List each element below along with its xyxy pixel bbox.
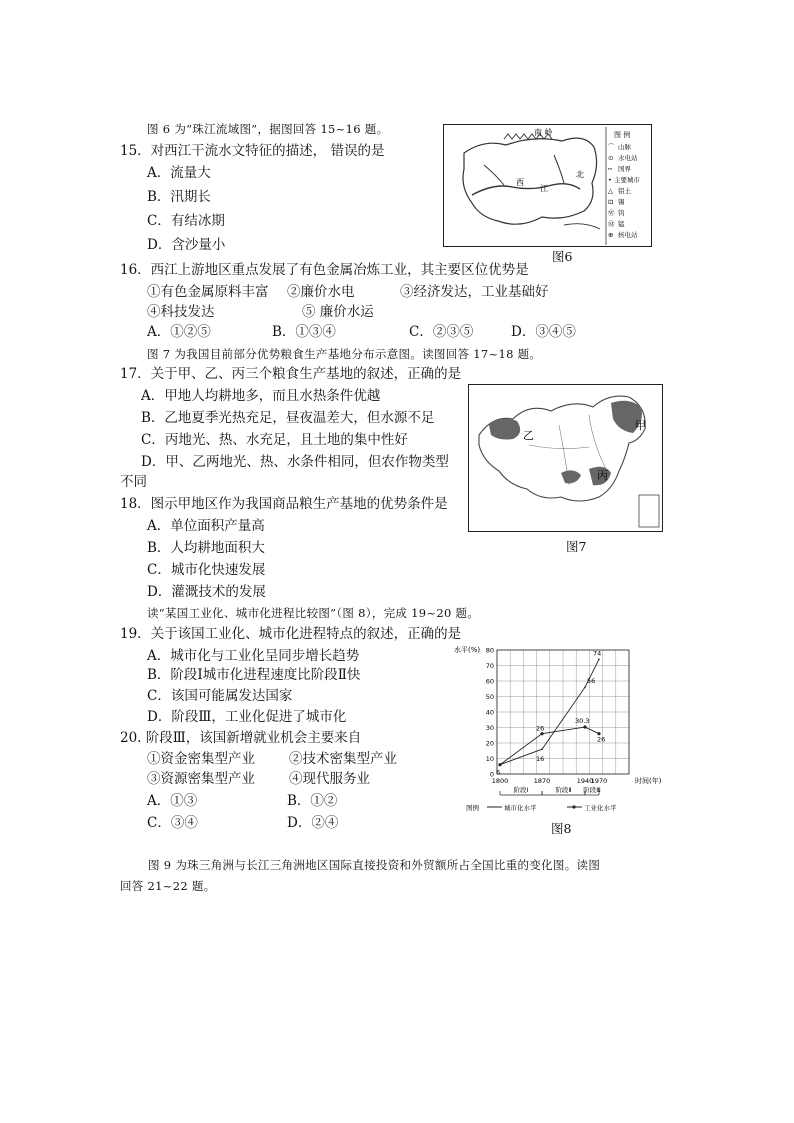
intro-figure9-line2: 回答 21~22 题。 xyxy=(120,879,216,893)
q18-option-b: B．人均耕地面积大 xyxy=(147,540,265,556)
q15-option-b: B．汛期长 xyxy=(147,189,211,205)
chart-grid xyxy=(497,650,629,774)
q17-option-d: D．甲、乙两地光、热、水条件相同，但农作物类型 xyxy=(141,454,449,470)
q16-item-3: ③经济发达，工业基础好 xyxy=(400,284,549,300)
label-bing: 丙 xyxy=(597,469,608,482)
legend-item: 主要城市 xyxy=(614,176,640,184)
figure-7-caption: 图7 xyxy=(566,539,587,554)
intro-figure7: 图 7 为我国目前部分优势粮食生产基地分布示意图。读图回答 17~18 题。 xyxy=(147,347,542,361)
q19-option-a: A．城市化与工业化呈同步增长趋势 xyxy=(147,648,360,664)
legend-item: 锡 xyxy=(618,198,625,206)
x-tick-label: 1970 xyxy=(590,777,608,785)
y-axis-label: 水平(%) xyxy=(454,646,481,654)
legend-item: 铝土 xyxy=(618,187,631,195)
x-axis-label: 时间(年) xyxy=(635,777,662,785)
legend-item: 核电站 xyxy=(618,231,638,239)
question-16-stem: 16．西江上游地区重点发展了有色金属冶炼工业，其主要区位优势是 xyxy=(120,262,529,278)
q20-item-1: ①资金密集型产业 xyxy=(147,751,255,767)
y-tick-label: 70 xyxy=(485,662,494,670)
y-tick-label: 20 xyxy=(485,739,494,748)
data-label: 30.3 xyxy=(575,717,590,726)
chart-axes xyxy=(486,647,629,796)
q20-option-c: C．③④ xyxy=(147,815,198,831)
question-18-stem: 18．图示甲地区作为我国商品粮生产基地的优势条件是 xyxy=(120,496,448,512)
y-tick-label: 10 xyxy=(485,755,494,763)
q20-option-d: D．②④ xyxy=(287,815,339,831)
industrialization-point xyxy=(498,763,501,766)
q16-item-5: ⑤ 廉价水运 xyxy=(302,304,374,320)
legend-icon: ┅ xyxy=(608,165,612,173)
data-label: 74 xyxy=(593,649,602,658)
label-jia: 甲 xyxy=(635,419,646,432)
chart-series xyxy=(496,649,605,776)
map-label-mountain: 南 岭 xyxy=(534,128,553,137)
stage-label: 阶段Ⅲ xyxy=(583,786,601,794)
q15-option-d: D．含沙量小 xyxy=(147,237,226,253)
label-yi: 乙 xyxy=(523,429,534,442)
legend-urban: 城市化水平 xyxy=(504,804,537,812)
legend-item: 水电站 xyxy=(618,154,638,162)
y-tick-label: 40 xyxy=(485,708,494,717)
y-tick-label: 50 xyxy=(485,693,494,701)
data-label: 26 xyxy=(597,735,606,744)
legend-icon: ⊡ xyxy=(608,198,614,206)
legend-title: 图 例 xyxy=(614,131,631,139)
legend-prefix: 图例 xyxy=(466,804,479,812)
y-tick-label: 0 xyxy=(489,770,494,779)
q19-option-c: C．该国可能属发达国家 xyxy=(147,688,293,704)
legend-marker-industrial xyxy=(572,805,575,808)
map-label-north: 北 xyxy=(576,170,584,179)
q16-item-2: ②廉价水电 xyxy=(287,284,355,300)
legend-icon: ⊕ xyxy=(608,231,614,239)
q18-option-a: A．单位面积产量高 xyxy=(147,518,265,534)
question-20-stem: 20. 阶段Ⅲ，该国新增就业机会主要来自 xyxy=(120,730,362,746)
q16-option-d: D．③④⑤ xyxy=(511,324,576,340)
q16-option-c: C．②③⑤ xyxy=(409,324,474,340)
tributary-north xyxy=(554,155,564,183)
urbanization-point xyxy=(584,686,586,688)
q15-option-a: A．流量大 xyxy=(147,165,211,181)
q17-option-b: B．乙地夏季光热充足，昼夜温差大，但水源不足 xyxy=(141,410,435,426)
x-tick-label: 1870 xyxy=(533,777,551,785)
basin-outline xyxy=(463,138,597,224)
figure-6-caption: 图6 xyxy=(552,249,573,264)
legend-icon: △ xyxy=(608,187,613,195)
y-tick-label: 30 xyxy=(485,724,494,732)
legend-item: 国界 xyxy=(618,165,631,173)
south-sea-inset xyxy=(639,495,659,527)
tributary-west xyxy=(484,165,504,185)
legend-icon: ⌒ xyxy=(608,143,615,151)
q20-item-3: ③资源密集型产业 xyxy=(147,771,255,787)
legend-icon: ⊙ xyxy=(608,154,614,162)
intro-figure6: 图 6 为“珠江流域图”，据图回答 15~16 题。 xyxy=(147,122,389,136)
q19-option-b: B．阶段Ⅰ城市化进程速度比阶段Ⅱ快 xyxy=(147,667,361,683)
legend-icon: Ⓦ xyxy=(608,209,615,217)
q20-item-2: ②技术密集型产业 xyxy=(289,751,397,767)
bing-region-west xyxy=(561,470,581,483)
q16-item-4: ④科技发达 xyxy=(147,304,215,320)
figure-8-chart xyxy=(452,642,682,818)
china-grain-map-svg xyxy=(469,385,662,531)
question-19-stem: 19．关于该国工业化、城市化进程特点的叙述，正确的是 xyxy=(120,626,462,642)
intro-figure8: 读“某国工业化、城市化进程比较图”（图 8），完成 19~20 题。 xyxy=(147,606,480,620)
q20-item-4: ④现代服务业 xyxy=(289,771,370,787)
q16-option-a: A．①②⑤ xyxy=(147,324,211,340)
legend-icon: • xyxy=(608,176,612,184)
intro-figure9-line1: 图 9 为珠三角洲与长江三角洲地区国际直接投资和外贸额所占全国比重的变化图。读图 xyxy=(148,858,601,872)
urbanization-point xyxy=(541,748,543,750)
legend-item: 山脉 xyxy=(618,143,631,151)
q20-option-b: B．①② xyxy=(287,793,338,809)
question-15-stem: 15．对西江干流水文特征的描述， 错误的是 xyxy=(120,143,385,159)
coastline xyxy=(564,224,600,229)
stage-label: 阶段Ⅱ xyxy=(555,786,572,794)
q17-option-a: A．甲地人均耕地多，而且水热条件优越 xyxy=(141,388,381,404)
q17-option-c: C．丙地光、热、水充足，且土地的集中性好 xyxy=(141,432,408,448)
urbanization-point xyxy=(598,659,600,661)
industrialization-point xyxy=(583,725,586,728)
x-tick-label: 1800 xyxy=(491,777,509,785)
q15-option-c: C．有结冰期 xyxy=(147,213,225,229)
legend-industrial: 工业化水平 xyxy=(584,804,617,812)
data-label: 56 xyxy=(587,677,596,686)
q16-option-b: B．①③④ xyxy=(272,324,336,340)
y-tick-label: 60 xyxy=(485,677,494,686)
pearl-river-map-svg xyxy=(444,125,651,246)
legend-list xyxy=(608,142,641,239)
west-river xyxy=(472,184,580,195)
map-label-river: 江 xyxy=(540,184,548,193)
data-label: 16 xyxy=(536,755,545,764)
legend-item: 锰 xyxy=(618,220,625,228)
q18-option-d: D．灌溉技术的发展 xyxy=(147,584,266,600)
province-line-1 xyxy=(529,445,589,449)
q20-option-a: A．①③ xyxy=(147,793,198,809)
legend-icon: Ⓜ xyxy=(608,220,615,228)
q17-option-d-continuation: 不同 xyxy=(120,474,147,490)
question-17-stem: 17．关于甲、乙、丙三个粮食生产基地的叙述，正确的是 xyxy=(120,366,462,382)
legend-item: 钨 xyxy=(618,209,625,217)
figure-6-pearl-river-map xyxy=(443,124,652,247)
province-line-3 xyxy=(589,415,609,475)
industrialization-urbanization-chart xyxy=(452,642,682,818)
y-tick-label: 80 xyxy=(485,646,494,655)
figure-7-china-grain-map xyxy=(468,384,663,532)
data-label: 26 xyxy=(536,724,545,733)
data-label: 6 xyxy=(496,768,501,777)
q18-option-c: C．城市化快速发展 xyxy=(147,562,266,578)
q16-item-1: ①有色金属原料丰富 xyxy=(147,284,269,300)
map-label-west: 西 xyxy=(516,178,524,187)
figure-8-caption: 图8 xyxy=(551,821,572,836)
x-tick-label: 1940 xyxy=(576,777,594,785)
stage-label: 阶段Ⅰ xyxy=(513,786,529,794)
q19-option-d: D．阶段Ⅲ，工业化促进了城市化 xyxy=(147,709,347,725)
